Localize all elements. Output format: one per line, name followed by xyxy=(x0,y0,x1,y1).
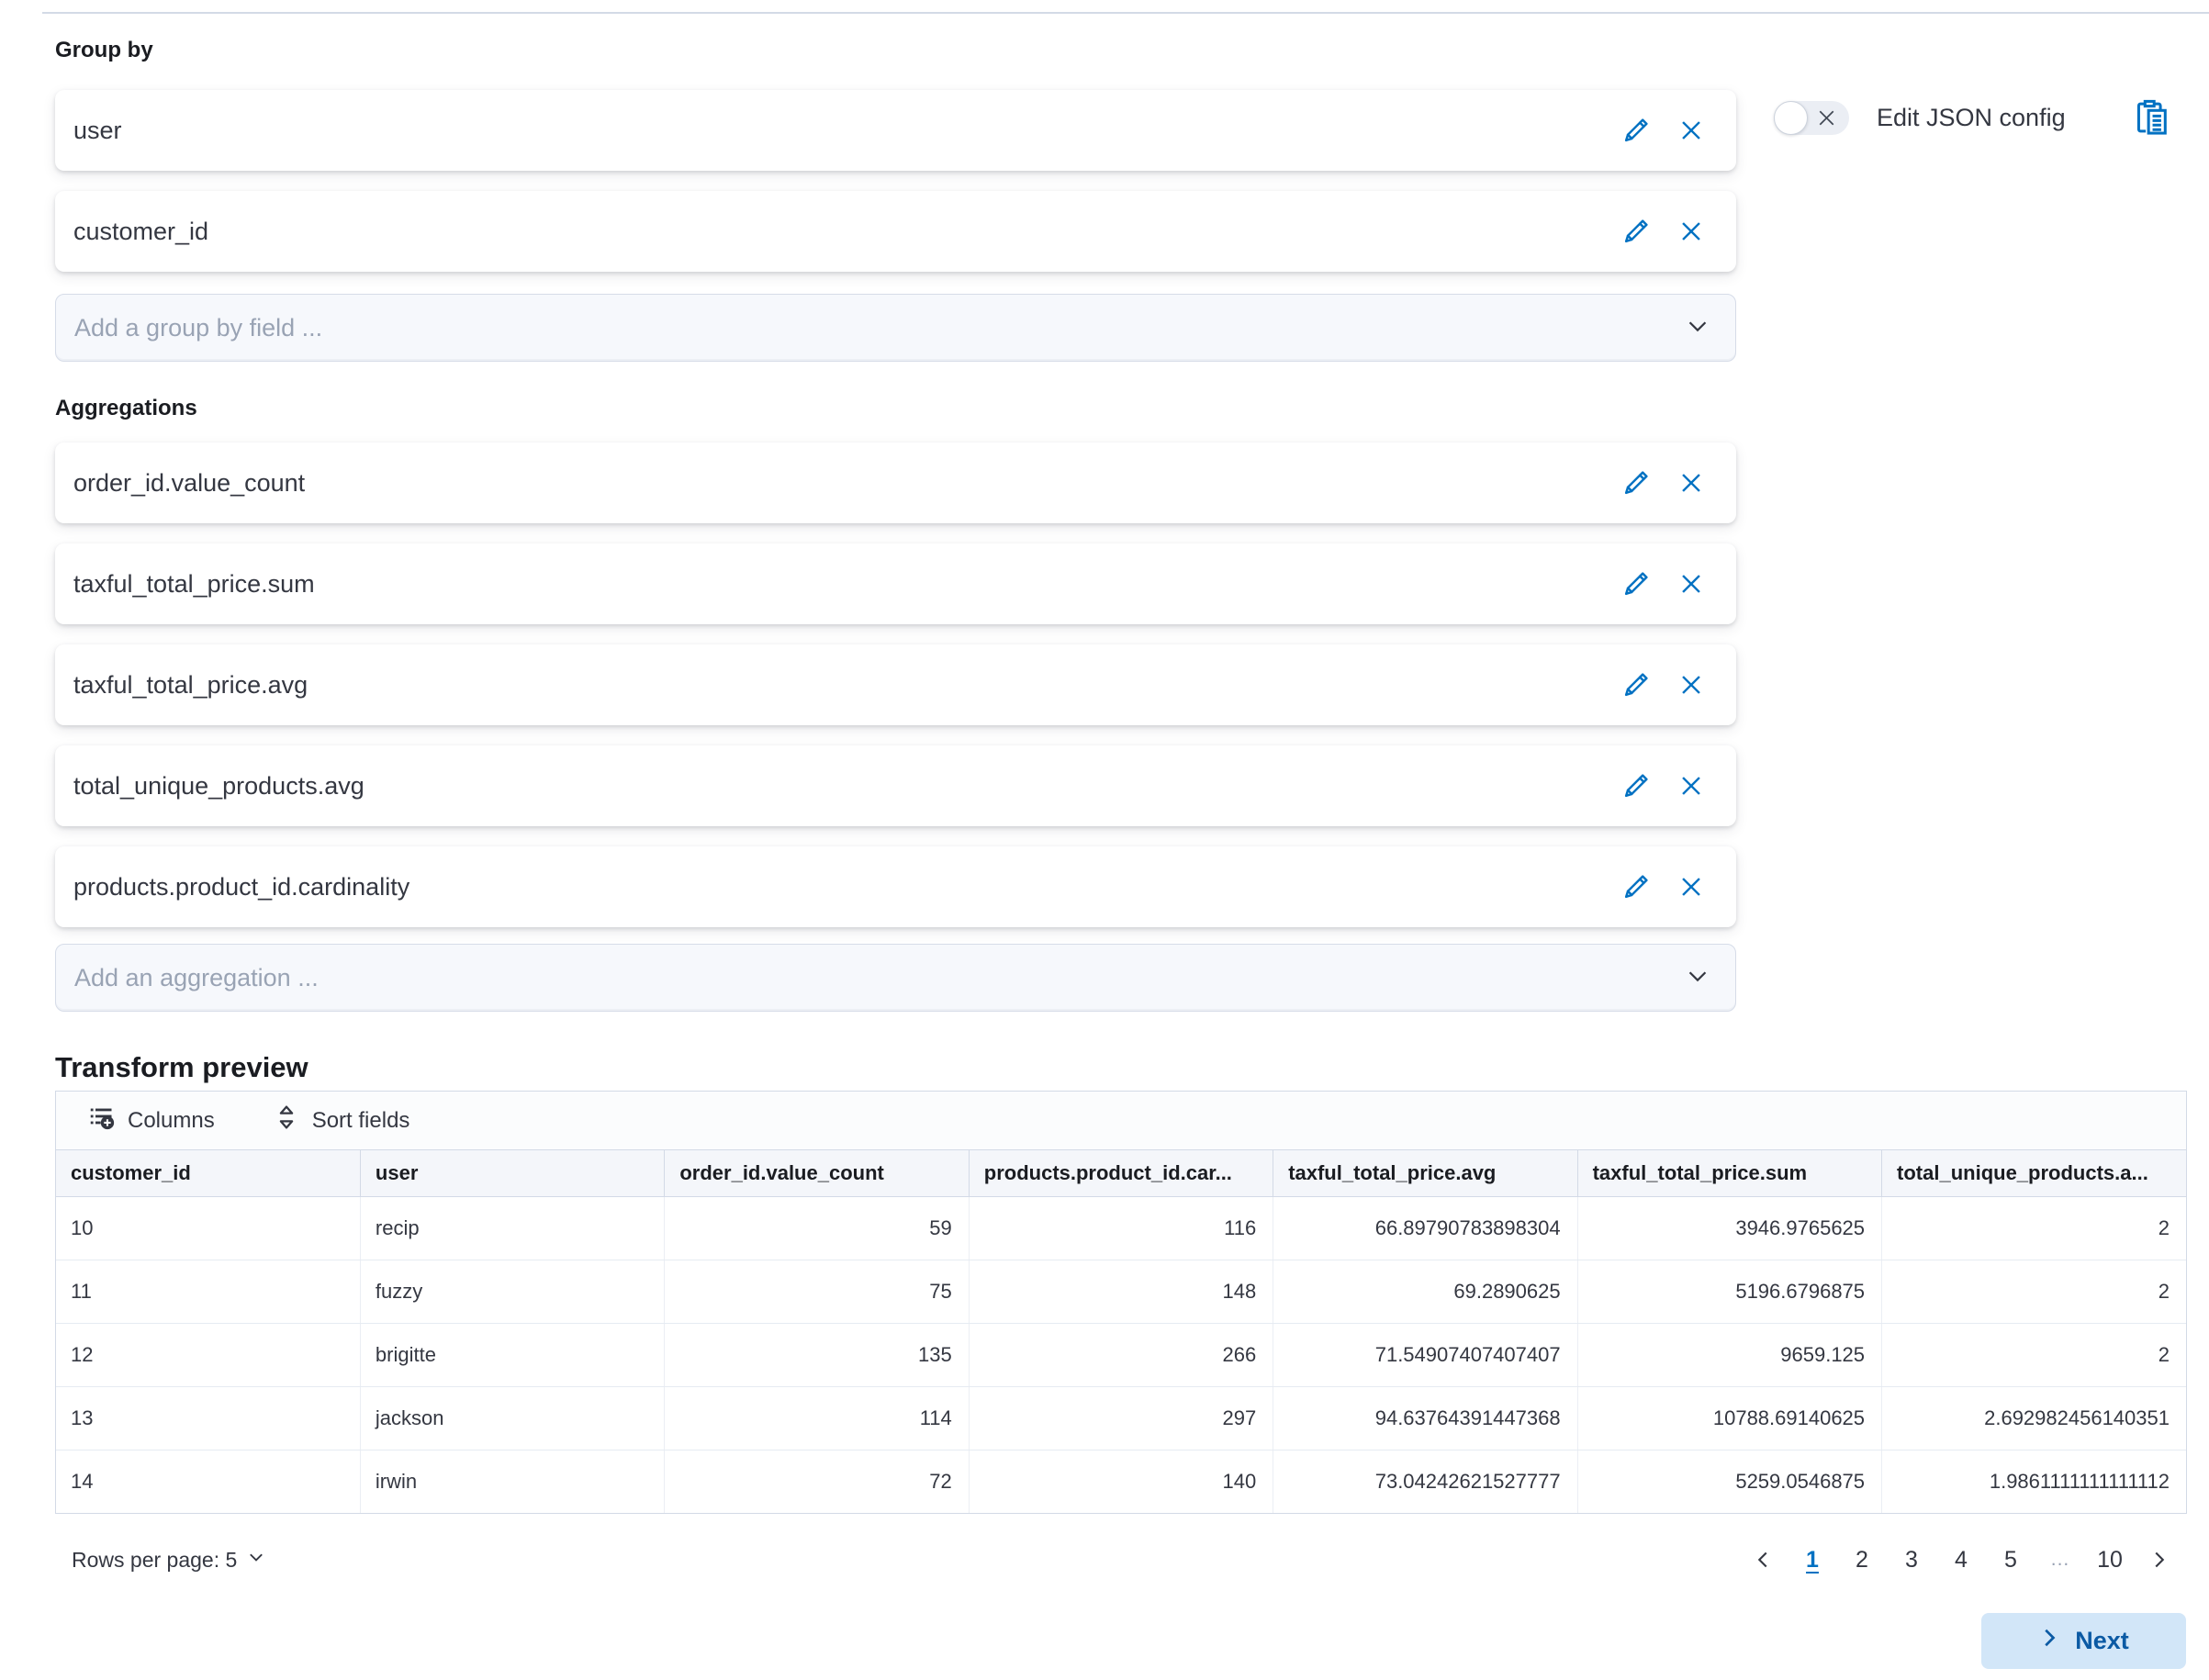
toggle-knob xyxy=(1774,101,1808,135)
cell: 3946.9765625 xyxy=(1577,1196,1881,1260)
next-button-label: Next xyxy=(2075,1627,2129,1654)
column-header: user xyxy=(360,1150,664,1196)
chevron-down-icon xyxy=(1684,312,1711,344)
columns-button[interactable] xyxy=(89,1104,215,1137)
cell: 13 xyxy=(56,1386,360,1450)
preview-table xyxy=(56,1150,2186,1513)
cell: 14 xyxy=(56,1450,360,1513)
cell: 2 xyxy=(1882,1323,2186,1386)
remove-cross-icon[interactable] xyxy=(1677,873,1705,901)
cell: brigitte xyxy=(360,1323,664,1386)
aggregation-item xyxy=(55,846,1736,927)
aggregation-item-label: products.product_id.cardinality xyxy=(73,872,410,901)
remove-cross-icon[interactable] xyxy=(1677,117,1705,144)
column-header: taxful_total_price.avg xyxy=(1273,1150,1577,1196)
table-row xyxy=(56,1450,2186,1513)
add-group-by-placeholder: Add a group by field ... xyxy=(74,313,323,342)
cell: 75 xyxy=(665,1260,969,1323)
group-by-heading: Group by xyxy=(55,38,153,62)
edit-pencil-icon[interactable] xyxy=(1622,772,1650,800)
sort-fields-button[interactable] xyxy=(274,1104,410,1137)
column-header: order_id.value_count xyxy=(665,1150,969,1196)
table-row xyxy=(56,1196,2186,1260)
cell: 11 xyxy=(56,1260,360,1323)
remove-cross-icon[interactable] xyxy=(1677,671,1705,699)
cell: 114 xyxy=(665,1386,969,1450)
chevron-down-icon xyxy=(246,1547,266,1573)
cell: 2 xyxy=(1882,1260,2186,1323)
page-number[interactable]: 4 xyxy=(1943,1540,1979,1580)
group-by-item-customer-id xyxy=(55,191,1736,272)
next-page-chevron-right-icon[interactable] xyxy=(2141,1540,2178,1580)
cell: 10788.69140625 xyxy=(1577,1386,1881,1450)
chevron-right-icon xyxy=(2038,1627,2060,1655)
aggregation-item xyxy=(55,442,1736,523)
cell: 266 xyxy=(969,1323,1273,1386)
page-number[interactable]: 2 xyxy=(1844,1540,1880,1580)
remove-cross-icon[interactable] xyxy=(1677,570,1705,598)
add-aggregation-placeholder: Add an aggregation ... xyxy=(74,963,319,991)
cell: 1.9861111111111112 xyxy=(1882,1450,2186,1513)
remove-cross-icon[interactable] xyxy=(1677,469,1705,497)
cell: 66.89790783898304 xyxy=(1273,1196,1577,1260)
edit-json-config-row xyxy=(1774,101,2066,135)
edit-json-toggle[interactable] xyxy=(1774,101,1849,135)
cell: 5259.0546875 xyxy=(1577,1450,1881,1513)
edit-pencil-icon[interactable] xyxy=(1622,469,1650,497)
table-row xyxy=(56,1260,2186,1323)
cell: 73.04242621527777 xyxy=(1273,1450,1577,1513)
add-aggregation-select[interactable] xyxy=(55,944,1736,1012)
cell: 148 xyxy=(969,1260,1273,1323)
cell: 71.54907407407407 xyxy=(1273,1323,1577,1386)
page-number[interactable]: 10 xyxy=(2091,1540,2128,1580)
grid-footer xyxy=(55,1540,2187,1580)
cell: 69.2890625 xyxy=(1273,1260,1577,1323)
rows-per-page-button[interactable] xyxy=(72,1547,266,1573)
cell: 140 xyxy=(969,1450,1273,1513)
transform-preview-grid xyxy=(55,1091,2187,1514)
toggle-off-x-icon xyxy=(1817,108,1836,130)
column-header: total_unique_products.a... xyxy=(1882,1150,2186,1196)
cell: 2.692982456140351 xyxy=(1882,1386,2186,1450)
chevron-down-icon xyxy=(1684,962,1711,994)
cell: 297 xyxy=(969,1386,1273,1450)
copy-to-clipboard-icon[interactable] xyxy=(2132,97,2172,138)
edit-json-label: Edit JSON config xyxy=(1877,104,2066,131)
aggregation-item xyxy=(55,543,1736,624)
aggregation-item-label: taxful_total_price.avg xyxy=(73,670,308,699)
sort-fields-icon xyxy=(274,1104,299,1137)
remove-cross-icon[interactable] xyxy=(1677,218,1705,245)
cell: 10 xyxy=(56,1196,360,1260)
group-by-item-label: customer_id xyxy=(73,217,209,245)
add-group-by-field-select[interactable] xyxy=(55,294,1736,362)
edit-pencil-icon[interactable] xyxy=(1622,570,1650,598)
next-button[interactable] xyxy=(1981,1613,2186,1669)
pagination xyxy=(1744,1540,2178,1580)
remove-cross-icon[interactable] xyxy=(1677,772,1705,800)
cell: 12 xyxy=(56,1323,360,1386)
header-row xyxy=(56,1150,2186,1196)
page-number[interactable]: 3 xyxy=(1893,1540,1930,1580)
edit-pencil-icon[interactable] xyxy=(1622,671,1650,699)
transform-preview-heading: Transform preview xyxy=(55,1051,308,1083)
page-number[interactable]: 1 xyxy=(1794,1540,1831,1580)
cell: 9659.125 xyxy=(1577,1323,1881,1386)
cell: 116 xyxy=(969,1196,1273,1260)
cell: 59 xyxy=(665,1196,969,1260)
sort-fields-button-label: Sort fields xyxy=(311,1107,410,1133)
columns-list-add-icon xyxy=(89,1104,115,1137)
previous-page-chevron-left-icon[interactable] xyxy=(1744,1540,1781,1580)
table-row xyxy=(56,1323,2186,1386)
edit-pencil-icon[interactable] xyxy=(1622,218,1650,245)
cell: irwin xyxy=(360,1450,664,1513)
column-header: customer_id xyxy=(56,1150,360,1196)
group-by-item-user xyxy=(55,90,1736,171)
aggregations-heading: Aggregations xyxy=(55,396,197,420)
cell: 135 xyxy=(665,1323,969,1386)
cell: jackson xyxy=(360,1386,664,1450)
pagination-ellipsis: ... xyxy=(2050,1549,2070,1570)
cell: 72 xyxy=(665,1450,969,1513)
edit-pencil-icon[interactable] xyxy=(1622,873,1650,901)
cell: recip xyxy=(360,1196,664,1260)
aggregation-item-label: order_id.value_count xyxy=(73,468,306,497)
aggregation-item-label: total_unique_products.avg xyxy=(73,771,364,800)
cell: fuzzy xyxy=(360,1260,664,1323)
cell: 94.63764391447368 xyxy=(1273,1386,1577,1450)
table-row xyxy=(56,1386,2186,1450)
edit-pencil-icon[interactable] xyxy=(1622,117,1650,144)
rows-per-page-label: Rows per page: 5 xyxy=(72,1547,238,1572)
aggregation-item xyxy=(55,644,1736,725)
page-number[interactable]: 5 xyxy=(1992,1540,2029,1580)
aggregation-item xyxy=(55,745,1736,826)
columns-button-label: Columns xyxy=(128,1107,215,1133)
cell: 5196.6796875 xyxy=(1577,1260,1881,1323)
cell: 2 xyxy=(1882,1196,2186,1260)
aggregation-item-label: taxful_total_price.sum xyxy=(73,569,315,598)
column-header: products.product_id.car... xyxy=(969,1150,1273,1196)
column-header: taxful_total_price.sum xyxy=(1577,1150,1881,1196)
group-by-item-label: user xyxy=(73,116,122,144)
grid-toolbar xyxy=(56,1092,2186,1150)
